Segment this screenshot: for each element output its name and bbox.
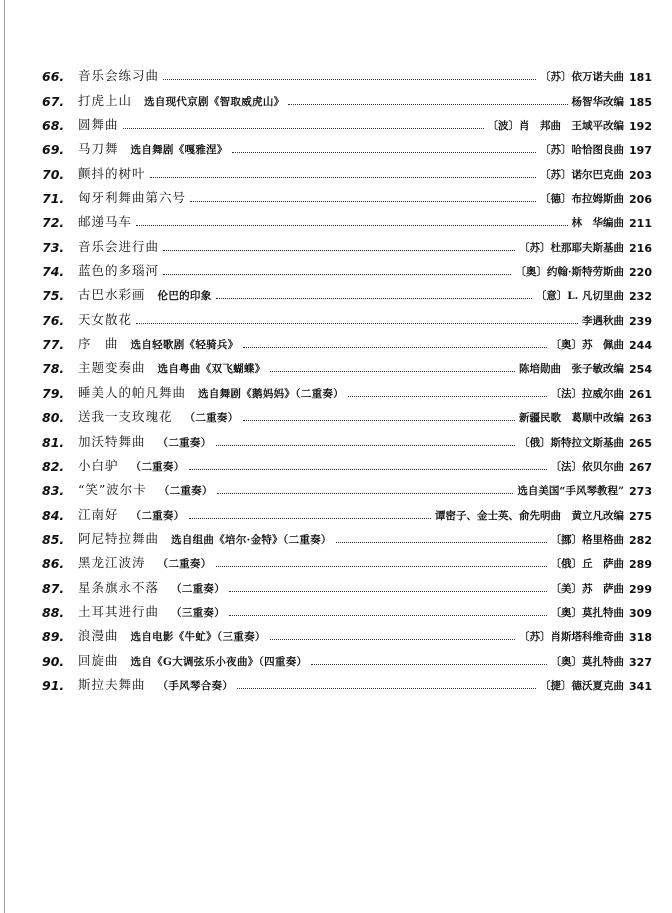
toc-entry [42, 498, 652, 522]
dot-leader [123, 128, 484, 129]
entry-note: 选自电影《牛虻》（三重奏） [130, 631, 266, 644]
entry-number: 66. [42, 69, 65, 85]
entry-composer: 〔捷〕德沃夏克曲 [540, 679, 624, 692]
entry-number: 74. [42, 264, 65, 280]
entry-page-number: 239 [629, 314, 652, 328]
entry-composer: 〔俄〕丘 萨曲 [550, 558, 624, 571]
toc-entry [42, 84, 652, 108]
entry-title: 黑龙江波涛 [78, 555, 146, 571]
entry-page-number: 318 [629, 631, 652, 645]
toc-entry [42, 133, 652, 157]
entry-title: 圆舞曲 [78, 117, 119, 133]
toc-entry [42, 328, 652, 352]
entry-number: 69. [42, 142, 65, 158]
entry-title: 匈牙利舞曲第六号 [78, 190, 187, 206]
entry-title: 古巴水彩画 [78, 287, 146, 303]
dot-leader [243, 420, 515, 421]
entry-number: 77. [42, 337, 65, 353]
entry-page-number: 309 [629, 606, 652, 620]
entry-composer: 〔奥〕约翰·斯特劳斯曲 [515, 266, 624, 279]
entry-composer: 〔苏〕杜那耶夫斯基曲 [519, 241, 624, 254]
entry-number: 81. [42, 434, 65, 450]
entry-title: 蓝色的多瑙河 [78, 263, 160, 279]
toc-entry [42, 182, 652, 206]
toc-entry [42, 206, 652, 230]
entry-composer: 〔苏〕肖斯塔科维奇曲 [519, 631, 624, 644]
entry-page-number: 203 [629, 168, 652, 182]
dot-leader [229, 591, 546, 592]
entry-number: 79. [42, 385, 65, 401]
entry-page-number: 220 [629, 266, 652, 280]
entry-number: 84. [42, 507, 65, 523]
dot-leader [232, 152, 536, 153]
entry-title: 睡美人的帕凡舞曲 [78, 384, 187, 400]
toc-entry [42, 60, 652, 84]
entry-composer: 〔法〕拉威尔曲 [550, 387, 624, 400]
entry-page-number: 267 [629, 460, 652, 474]
entry-number: 86. [42, 556, 65, 572]
entry-composer: 〔奥〕莫扎特曲 [550, 655, 624, 668]
toc-entry [42, 157, 652, 181]
dot-leader [189, 518, 431, 519]
dot-leader [270, 639, 515, 640]
entry-title: 主题变奏曲 [78, 360, 146, 376]
table-of-contents [42, 60, 652, 693]
entry-note: （二重奏） [130, 460, 185, 473]
entry-page-number: 263 [629, 412, 652, 426]
dot-leader [216, 298, 532, 299]
toc-entry [42, 376, 652, 400]
entry-composer: 〔意〕L. 凡切里曲 [535, 290, 624, 303]
entry-note: 选自舞剧《鹅妈妈》（二重奏） [198, 387, 344, 400]
toc-entry [42, 547, 652, 571]
entry-number: 82. [42, 458, 65, 474]
entry-page-number: 275 [629, 509, 652, 523]
entry-number: 91. [42, 677, 65, 693]
entry-page-number: 232 [629, 290, 652, 304]
entry-title: 阿尼特拉舞曲 [78, 530, 160, 546]
toc-entry [42, 303, 652, 327]
entry-composer: 陈培勋曲 张子敏改编 [519, 363, 624, 376]
toc-entry [42, 596, 652, 620]
toc-entry [42, 669, 652, 693]
entry-number: 89. [42, 629, 65, 645]
entry-title: 天女散花 [78, 311, 133, 327]
entry-title: 星条旗永不落 [78, 579, 160, 595]
entry-composer: 新疆民歌 葛顺中改编 [519, 412, 624, 425]
entry-title: 颤抖的树叶 [78, 165, 146, 181]
dot-leader [190, 201, 536, 202]
entry-title: 江南好 [78, 506, 119, 522]
entry-composer: 〔挪〕格里格曲 [550, 533, 624, 546]
entry-title: 加沃特舞曲 [78, 433, 146, 449]
entry-title: 回旋曲 [78, 652, 119, 668]
entry-page-number: 265 [629, 436, 652, 450]
entry-note: （二重奏） [158, 485, 213, 498]
toc-entry [42, 255, 652, 279]
entry-note: 选自舞剧《嘎雅涅》 [130, 144, 228, 157]
entry-title: 音乐会进行曲 [78, 238, 160, 254]
entry-composer: 〔德〕布拉姆斯曲 [540, 193, 624, 206]
entry-number: 76. [42, 312, 65, 328]
entry-composer: 〔美〕苏 萨曲 [550, 582, 624, 595]
dot-leader [288, 104, 567, 105]
entry-note: 选自粤曲《双飞蝴蝶》 [157, 363, 266, 376]
entry-number: 90. [42, 653, 65, 669]
entry-note: 伦巴的印象 [157, 290, 212, 303]
entry-title: 打虎上山 [78, 92, 133, 108]
entry-number: 78. [42, 361, 65, 377]
entry-number: 87. [42, 580, 65, 596]
entry-page-number: 185 [629, 95, 652, 109]
entry-page-number: 299 [629, 582, 652, 596]
entry-page-number: 254 [629, 363, 652, 377]
entry-note: 选自《G大调弦乐小夜曲》（四重奏） [130, 655, 308, 668]
dot-leader [216, 566, 547, 567]
toc-entry [42, 230, 652, 254]
entry-number: 85. [42, 531, 65, 547]
toc-entry [42, 352, 652, 376]
entry-note: 选自组曲《培尔·金特》（二重奏） [171, 533, 332, 546]
entry-number: 71. [42, 191, 65, 207]
entry-composer: 〔俄〕斯特拉文斯基曲 [519, 436, 624, 449]
entry-page-number: 341 [629, 679, 652, 693]
entry-page-number: 216 [629, 241, 652, 255]
toc-entry [42, 279, 652, 303]
entry-page-number: 211 [629, 217, 652, 231]
entry-note: （二重奏） [184, 412, 239, 425]
dot-leader [217, 493, 514, 494]
entry-composer: 〔苏〕依万诺夫曲 [540, 71, 624, 84]
dot-leader [237, 688, 536, 689]
dot-leader [163, 250, 515, 251]
dot-leader [229, 615, 546, 616]
entry-composer: 林 华编曲 [571, 217, 624, 230]
entry-note: （二重奏） [171, 582, 226, 595]
entry-note: 选自现代京剧《智取威虎山》 [144, 95, 285, 108]
entry-title: 序 曲 [78, 336, 119, 352]
entry-note: （二重奏） [130, 509, 185, 522]
entry-page-number: 289 [629, 558, 652, 572]
entry-number: 72. [42, 215, 65, 231]
dot-leader [150, 177, 536, 178]
dot-leader [163, 274, 511, 275]
entry-composer: 杨智华改编 [571, 95, 624, 108]
entry-title: 邮递马车 [78, 214, 133, 230]
entry-composer: 〔奥〕苏 佩曲 [550, 339, 624, 352]
entry-number: 68. [42, 118, 65, 134]
entry-page-number: 206 [629, 193, 652, 207]
toc-entry [42, 109, 652, 133]
dot-leader [136, 323, 578, 324]
entry-composer: 李遇秋曲 [582, 314, 624, 327]
entry-note: （手风琴合奏） [157, 679, 234, 692]
dot-leader [163, 79, 536, 80]
dot-leader [216, 445, 515, 446]
page-edge-rule [4, 0, 5, 913]
toc-entry [42, 450, 652, 474]
dot-leader [311, 664, 546, 665]
entry-composer: 〔法〕依贝尔曲 [550, 460, 624, 473]
entry-number: 80. [42, 410, 65, 426]
entry-note: 选自轻歌剧《轻骑兵》 [130, 339, 239, 352]
dot-leader [336, 542, 547, 543]
entry-page-number: 192 [629, 120, 652, 134]
entry-title: 送我一支玫瑰花 [78, 409, 173, 425]
entry-note: （二重奏） [157, 436, 212, 449]
entry-page-number: 282 [629, 533, 652, 547]
entry-note: （三重奏） [171, 606, 226, 619]
entry-note: （二重奏） [157, 558, 212, 571]
entry-number: 83. [42, 483, 65, 499]
entry-title: 小白驴 [78, 457, 119, 473]
dot-leader [136, 225, 567, 226]
entry-page-number: 197 [629, 144, 652, 158]
entry-page-number: 181 [629, 71, 652, 85]
toc-entry [42, 401, 652, 425]
entry-number: 67. [42, 93, 65, 109]
entry-number: 70. [42, 166, 65, 182]
entry-title: 浪漫曲 [78, 628, 119, 644]
entry-composer: 〔苏〕诺尔巴克曲 [540, 168, 624, 181]
toc-entry [42, 571, 652, 595]
entry-page-number: 261 [629, 387, 652, 401]
entry-title: 马刀舞 [78, 141, 119, 157]
entry-number: 75. [42, 288, 65, 304]
entry-page-number: 327 [629, 655, 652, 669]
toc-entry [42, 425, 652, 449]
entry-number: 88. [42, 604, 65, 620]
dot-leader [348, 396, 547, 397]
entry-title: 音乐会练习曲 [78, 68, 160, 84]
entry-page-number: 273 [629, 485, 652, 499]
toc-entry [42, 474, 652, 498]
entry-composer: 〔奥〕莫扎特曲 [550, 606, 624, 619]
dot-leader [243, 347, 547, 348]
toc-entry [42, 620, 652, 644]
entry-composer: 〔波〕肖 邦曲 王域平改编 [487, 120, 624, 133]
toc-entry [42, 644, 652, 668]
toc-entry [42, 523, 652, 547]
dot-leader [189, 469, 547, 470]
entry-title: 土耳其进行曲 [78, 603, 160, 619]
entry-page-number: 244 [629, 339, 652, 353]
entry-number: 73. [42, 239, 65, 255]
entry-composer: 选自美国“手风琴教程” [517, 485, 624, 498]
entry-title: 斯拉夫舞曲 [78, 676, 146, 692]
entry-title: “笑”波尔卡 [78, 482, 147, 498]
entry-composer: 谭密子、金士英、俞先明曲 黄立凡改编 [435, 509, 624, 522]
entry-composer: 〔苏〕哈恰图良曲 [540, 144, 624, 157]
dot-leader [270, 371, 515, 372]
